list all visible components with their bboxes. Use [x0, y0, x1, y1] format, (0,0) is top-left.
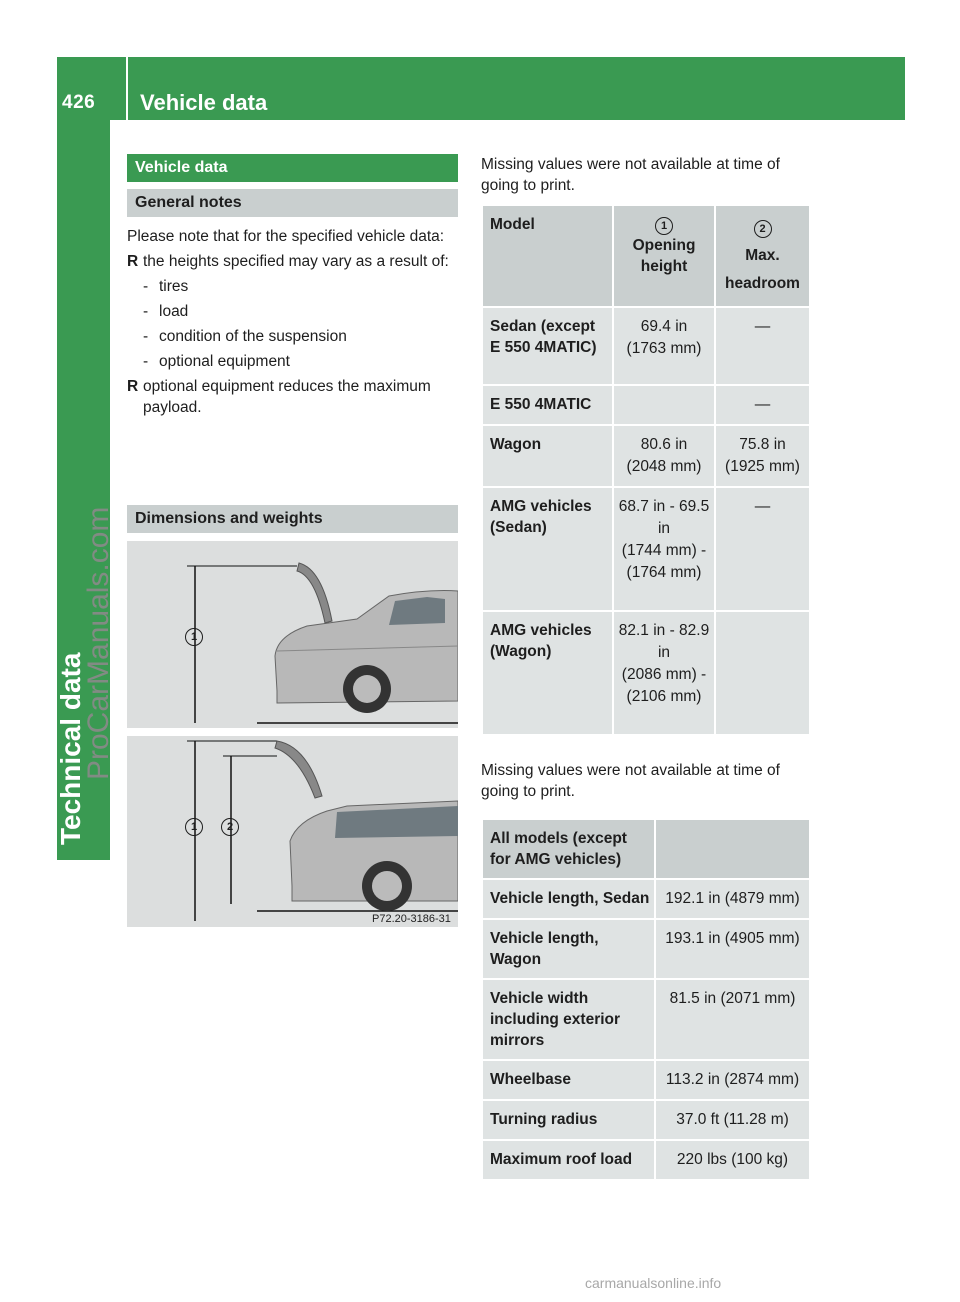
- row-label: Vehicle length, Wagon: [482, 919, 655, 979]
- page-number: 426: [62, 92, 96, 113]
- table-row: [482, 1140, 810, 1180]
- header-callout-1: 1: [655, 217, 673, 235]
- header-callout-2: 2: [754, 220, 772, 238]
- table-row: [482, 611, 810, 735]
- sub-item-text: load: [159, 303, 189, 320]
- row-opening: [613, 611, 715, 735]
- right-column: [481, 154, 811, 1181]
- sub-item-text: optional equipment: [159, 353, 290, 370]
- row-model: Wagon: [482, 425, 613, 487]
- row-model: Sedan (except E 550 4MATIC): [482, 307, 613, 385]
- side-tab-label: Technical data: [55, 652, 86, 845]
- wagon-drawing: [127, 736, 458, 927]
- sub-item-text: tires: [159, 278, 189, 295]
- row-label: Turning radius: [482, 1100, 655, 1140]
- row-value: 37.0 ft (11.28 m): [655, 1100, 810, 1140]
- table-row: [482, 879, 810, 919]
- row-value: 113.2 in (2874 mm): [655, 1060, 810, 1100]
- sub-item-text: condition of the suspension: [159, 328, 347, 345]
- bullet-marker: R: [127, 253, 139, 270]
- row-model: E 550 4MATIC: [482, 385, 613, 425]
- header-empty: [655, 819, 810, 879]
- header-all-models: All models (except for AMG vehicles): [482, 819, 655, 879]
- table-row: [482, 425, 810, 487]
- opening-mm: (1763 mm): [626, 340, 702, 357]
- sub-item: - optional equipment: [143, 353, 290, 370]
- intro-text: Please note that for the specified vehicle data:: [127, 228, 445, 245]
- table-row: [482, 487, 810, 611]
- row-value: 193.1 in (4905 mm): [655, 919, 810, 979]
- callout-2: 2: [221, 818, 239, 836]
- row-opening: [613, 385, 715, 425]
- table-header-row: [482, 819, 810, 879]
- bullet-item: [127, 251, 458, 272]
- table-row: [482, 979, 810, 1060]
- opening-in: 68.7 in - 69.5 in: [618, 498, 710, 537]
- wagon-illustration: [127, 736, 458, 927]
- heights-table: [481, 204, 811, 736]
- row-label: Vehicle length, Sedan: [482, 879, 655, 919]
- opening-in: 69.4 in: [640, 318, 688, 335]
- callout-1: 1: [185, 628, 203, 646]
- section-title: Vehicle data: [127, 154, 458, 182]
- table-row: [482, 919, 810, 979]
- row-label: Wheelbase: [482, 1060, 655, 1100]
- headroom-mm: (1925 mm): [725, 458, 800, 475]
- dimensions-table: [481, 818, 811, 1181]
- opening-in: 80.6 in: [640, 436, 688, 453]
- row-label: Maximum roof load: [482, 1140, 655, 1180]
- page-title: Vehicle data: [140, 90, 268, 115]
- table-note: Missing values were not available at time of going to print.: [481, 762, 780, 800]
- bullet-item: [127, 376, 458, 418]
- dimensions-section-title: Dimensions and weights: [127, 505, 458, 533]
- footer-watermark: carmanualsonline.info: [585, 1275, 722, 1291]
- header-opening-label: Opening height: [632, 237, 696, 275]
- bullet-text: the heights specified may vary as a result of:: [143, 253, 449, 270]
- header-divider: [126, 57, 128, 120]
- row-opening: [613, 425, 715, 487]
- headroom-in: —: [754, 498, 771, 515]
- sub-item: - condition of the suspension: [143, 328, 347, 345]
- opening-mm: (1744 mm) - (1764 mm): [621, 542, 707, 581]
- row-value: 192.1 in (4879 mm): [655, 879, 810, 919]
- bullet-marker: R: [127, 378, 139, 395]
- headroom-in: —: [754, 396, 771, 413]
- table-row: [482, 1060, 810, 1100]
- opening-in: 82.1 in - 82.9 in: [618, 622, 710, 661]
- table-row: [482, 307, 810, 385]
- opening-mm: (2048 mm): [626, 458, 702, 475]
- table-row: [482, 1100, 810, 1140]
- header-headroom-label: Max. headroom: [725, 247, 800, 292]
- row-headroom: [715, 487, 810, 611]
- row-value: 220 lbs (100 kg): [655, 1140, 810, 1180]
- row-model: AMG vehicles (Sedan): [482, 487, 613, 611]
- row-headroom: [715, 611, 810, 735]
- sub-item: - load: [143, 303, 189, 320]
- bullet-text: optional equipment reduces the maximum payload.: [143, 378, 431, 416]
- row-opening: [613, 487, 715, 611]
- row-headroom: [715, 307, 810, 385]
- header-model: Model: [482, 205, 613, 307]
- table-header-row: [482, 205, 810, 307]
- headroom-in: 75.8 in: [739, 436, 786, 453]
- sub-item: - tires: [143, 278, 189, 295]
- row-headroom: [715, 425, 810, 487]
- watermark: ProCarManuals.com: [82, 506, 115, 780]
- row-model: AMG vehicles (Wagon): [482, 611, 613, 735]
- header-opening-height: [613, 205, 715, 307]
- row-opening: [613, 307, 715, 385]
- row-value: 81.5 in (2071 mm): [655, 979, 810, 1060]
- subsection-title: General notes: [127, 189, 458, 217]
- sedan-illustration: [127, 541, 458, 728]
- table-row: [482, 385, 810, 425]
- sedan-drawing: [127, 541, 458, 728]
- left-column: [127, 154, 458, 418]
- header-max-headroom: [715, 205, 810, 307]
- row-headroom: [715, 385, 810, 425]
- opening-mm: (2086 mm) - (2106 mm): [621, 666, 707, 705]
- row-label: Vehicle width including exterior mirrors: [482, 979, 655, 1060]
- callout-1: 1: [185, 818, 203, 836]
- headroom-in: —: [754, 318, 771, 335]
- image-caption: P72.20-3186-31: [372, 913, 451, 925]
- table-note: Missing values were not available at time of going to print.: [481, 156, 780, 194]
